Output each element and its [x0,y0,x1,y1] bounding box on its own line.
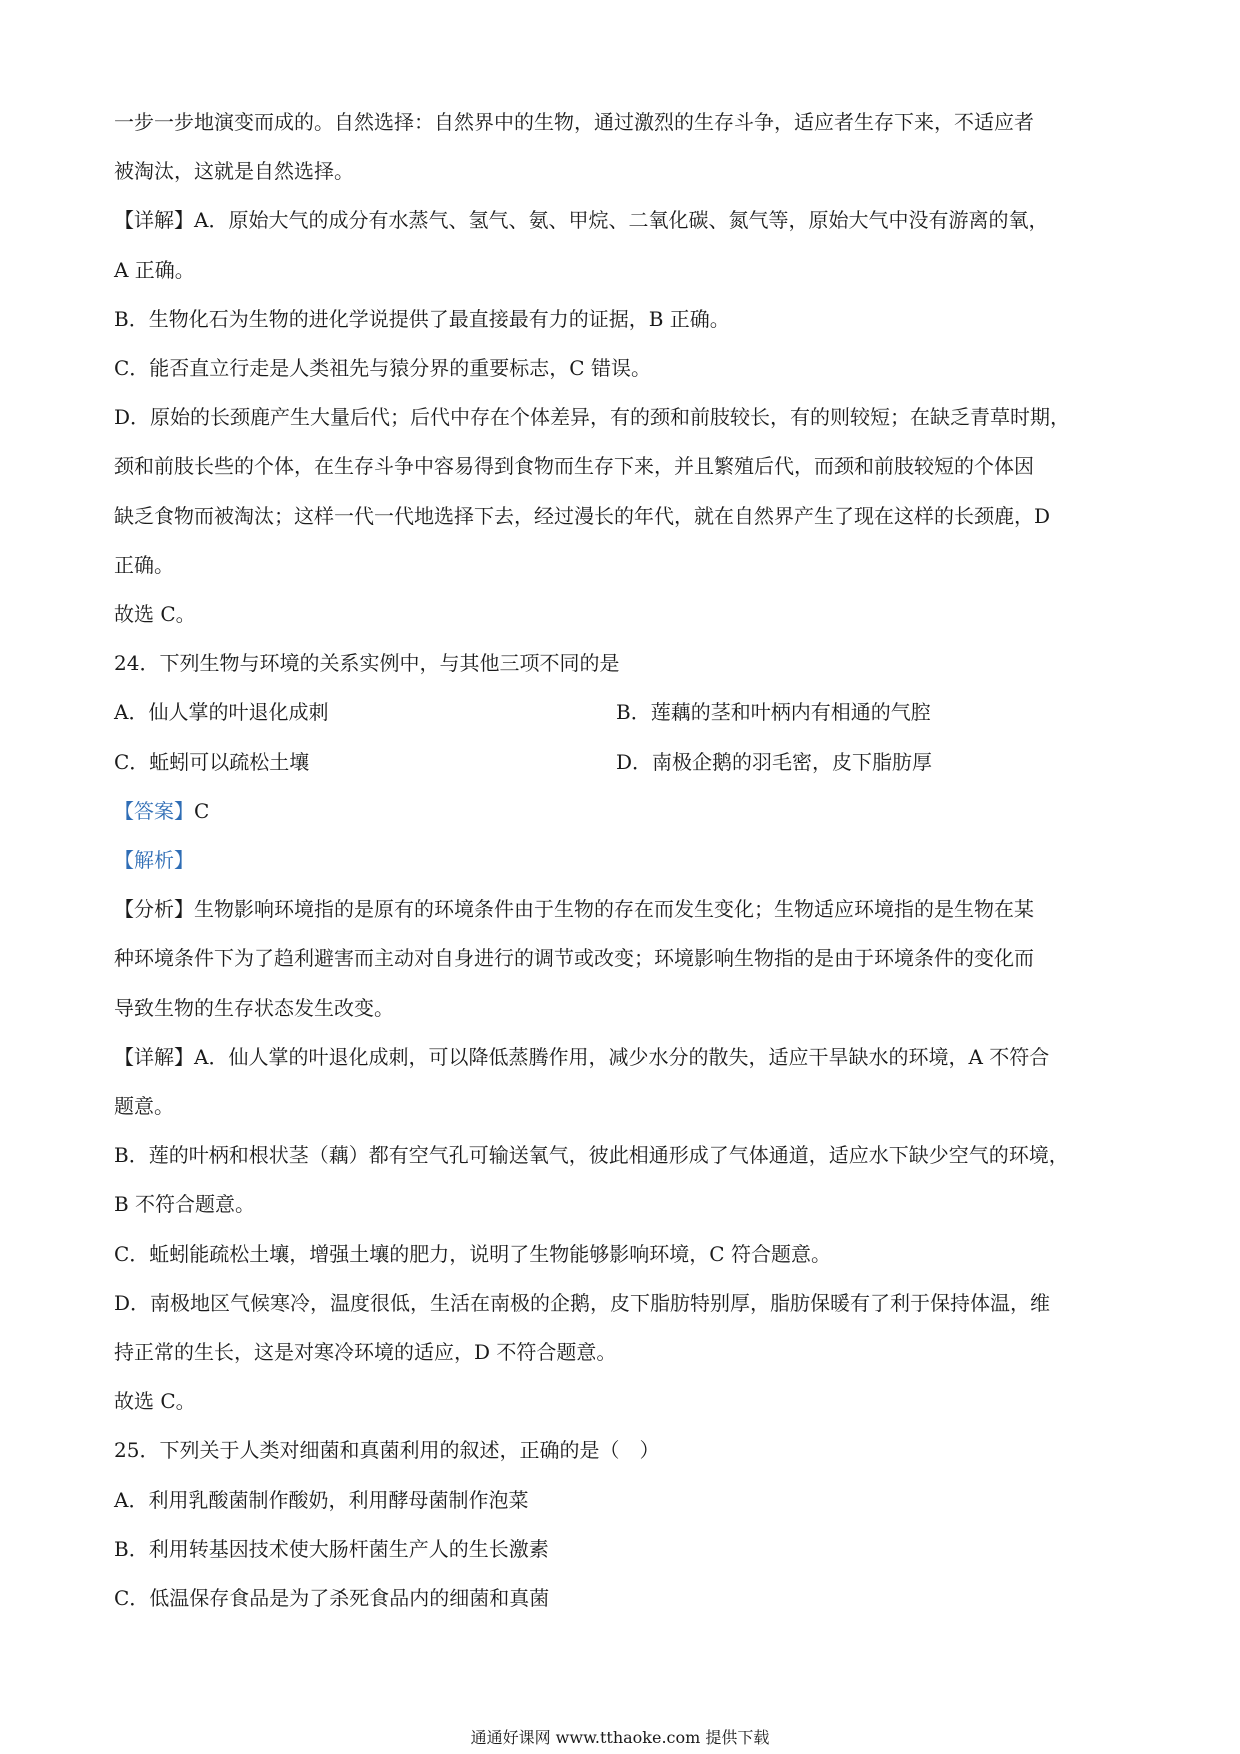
q24-options-row-2 [114,738,1134,787]
text-line: 故选 C。 [114,602,196,627]
text-line: 【分析】生物影响环境指的是原有的环境条件由于生物的存在而发生变化；生物适应环境指的是生物在某 [114,897,1034,922]
answer-tag: 【答案】 [114,798,194,823]
text-line: 题意。 [114,1094,174,1119]
page-content [114,98,1134,1623]
text-line: D．南极地区气候寒冷，温度很低，生活在南极的企鹅，皮下脂肪特别厚，脂肪保暖有了利于保持体温，维 [114,1290,1051,1315]
text-line: 一步一步地演变而成的。自然选择：自然界中的生物，通过激烈的生存斗争，适应者生存下来，不适应者 [114,110,1034,134]
page-footer: 通通好课网 www.tthaoke.com 提供下载 [470,1728,770,1747]
text-line: B．莲的叶柄和根状茎（藕）都有空气孔可输送氧气，彼此相通形成了气体通道，适应水下缺少空气的环境， [114,1143,1069,1168]
q25-option-a: A．利用乳酸菌制作酸奶，利用酵母菌制作泡菜 [114,1487,529,1512]
text-line: C．蚯蚓能疏松土壤，增强土壤的肥力，说明了生物能够影响环境，C 符合题意。 [114,1241,831,1266]
question-24-stem: 24．下列生物与环境的关系实例中，与其他三项不同的是 [114,651,620,676]
text-line: 故选 C。 [114,1389,196,1414]
text-line: 被淘汰，这就是自然选择。 [114,159,354,184]
text-line: 正确。 [114,552,174,577]
text-line: 【详解】A．仙人掌的叶退化成刺，可以降低蒸腾作用，减少水分的散失，适应干旱缺水的环境，A 不符合 [114,1044,1050,1069]
q24-option-d: D．南极企鹅的羽毛密，皮下脂肪厚 [616,749,933,774]
text-line: 颈和前肢长些的个体，在生存斗争中容易得到食物而生存下来，并且繁殖后代，而颈和前肢较短的个体因 [114,454,1034,479]
text-line: 种环境条件下为了趋利避害而主动对自身进行的调节或改变；环境影响生物指的是由于环境条件的变化而 [114,946,1034,971]
q24-option-a: A．仙人掌的叶退化成刺 [114,700,329,725]
q25-option-b: B．利用转基因技术使大肠杆菌生产人的生长激素 [114,1536,549,1561]
q24-option-b: B．莲藕的茎和叶柄内有相通的气腔 [616,700,931,725]
q25-option-c: C．低温保存食品是为了杀死食品内的细菌和真菌 [114,1586,550,1611]
q24-options-row-1 [114,688,1134,737]
question-25-stem: 25．下列关于人类对细菌和真菌利用的叙述，正确的是（ ） [114,1438,660,1463]
text-line: B 不符合题意。 [114,1192,256,1217]
text-line: B．生物化石为生物的进化学说提供了最直接最有力的证据，B 正确。 [114,306,730,331]
text-line: C．能否直立行走是人类祖先与猿分界的重要标志，C 错误。 [114,356,651,381]
answer-value: C [194,798,210,823]
analysis-tag: 【解析】 [114,848,194,873]
text-line: 持正常的生长，这是对寒冷环境的适应，D 不符合题意。 [114,1340,617,1365]
text-line: D．原始的长颈鹿产生大量后代；后代中存在个体差异，有的颈和前肢较长，有的则较短；在缺乏青草时期， [114,405,1071,430]
text-line: 导致生物的生存状态发生改变。 [114,995,394,1020]
text-line: 缺乏食物而被淘汰；这样一代一代地选择下去，经过漫长的年代，就在自然界产生了现在这样的长颈鹿，D [114,503,1051,528]
q24-option-c: C．蚯蚓可以疏松土壤 [114,749,310,774]
text-line: A 正确。 [114,257,195,282]
text-line: 【详解】A．原始大气的成分有水蒸气、氢气、氨、甲烷、二氧化碳、氮气等，原始大气中没有游离的氧， [114,208,1049,233]
analysis-line [114,836,1134,885]
answer-line [114,787,1134,836]
